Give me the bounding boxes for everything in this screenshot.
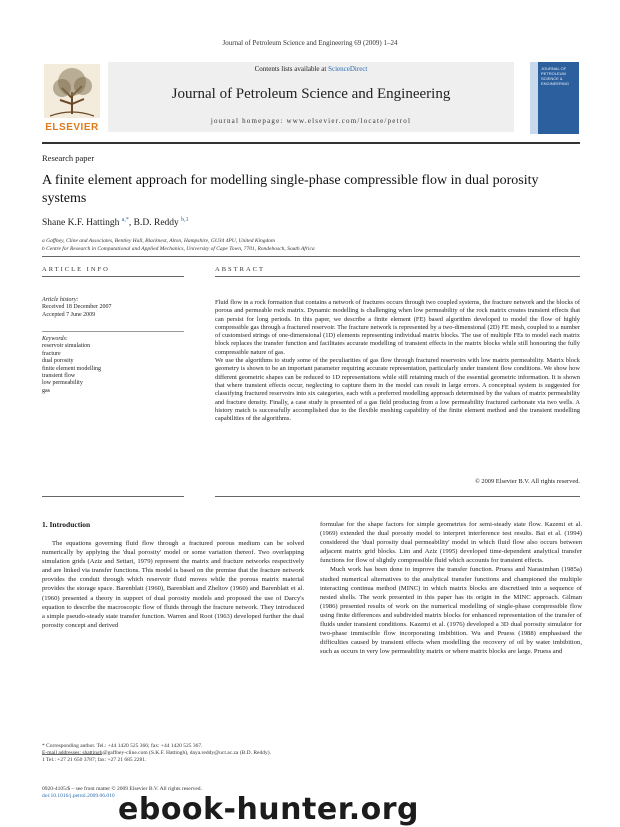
journal-header	[42, 62, 580, 138]
article-history	[42, 297, 111, 319]
journal-homepage[interactable]: journal homepage: www.elsevier.com/locate/petrol	[210, 117, 412, 125]
article-type: Research paper	[42, 153, 95, 163]
doi-link[interactable]: doi:10.1016/j.petrol.2009.06.010	[42, 792, 115, 799]
elsevier-wordmark: ELSEVIER	[45, 122, 99, 133]
body-paragraph: Much work has been done to improve the transfer function. Pruess and Narasimhan (1985a) studied numerical alternatives to the analytical transfer functions and championed the multiple interacting continua method (MINC) in which matrix blocks are discretised into a sequence of nested shells. The work presented in this paper has its origin in the MINC approach. Gilman (1986) presented results of work on the numerical modelling of single-phase compressible flow using finite differences and subdivided matrix blocks for enhanced representation of the transfer of fluids under transient conditions. Kazemi et al. (1976) developed a 3D dual porosity simulator for two-phase immiscible flow incorporating imbibition. Wu and Pruess (1988) emphasised the difficulties caused by transient effects when modelling the recovery of oil by water imbibition, such as occurs in very low permeability matrix or where matrix blocks are large. Pruess and	[320, 566, 582, 656]
author-affiliation-mark[interactable]: b,1	[181, 217, 189, 223]
email-addresses[interactable]: E-mail addresses: shattingh@gaffney-cline.com (S.K.F. Hattingh), daya.reddy@uct.ac.za (B.D. Reddy).	[42, 749, 271, 756]
corresponding-author-note: * Corresponding author. Tel.: +44 1420 525 366; fax: +44 1420 525 367. E-mail addresses: shattingh@gaffney-cline.com (S.K.F. Hattingh), daya.reddy@uct.ac.za (B.D. Reddy). 1 Tel.: +27 21 650 3787; fax: +27 21 685 2281.	[42, 743, 302, 763]
divider	[42, 331, 184, 332]
author-name: Shane K.F. Hattingh	[42, 218, 120, 229]
divider	[215, 276, 580, 277]
keyword: low permeability	[42, 380, 83, 387]
body-column-left	[42, 539, 304, 630]
cover-stripe	[530, 62, 538, 134]
article-info-label: ARTICLE INFO	[42, 266, 110, 273]
contents-line: Contents lists available at ScienceDirect	[254, 65, 368, 73]
affiliation-a: a Gaffney, Cline and Associates, Bentley Hall, Blacknest, Alton, Hampshire, GU34 4PU, United Kingdom	[42, 238, 276, 244]
accepted-date: Accepted 7 June 2009	[42, 311, 96, 318]
journal-reference: Journal of Petroleum Science and Engineering 69 (2009) 1–24	[222, 39, 398, 47]
keyword: finite element modelling	[42, 365, 101, 372]
copyright-notice: © 2009 Elsevier B.V. All rights reserved.	[474, 478, 580, 485]
keyword: transient flow	[42, 373, 76, 380]
keywords-heading: Keywords:	[42, 336, 68, 342]
keyword: dual porosity	[42, 358, 74, 365]
sciencedirect-link[interactable]: ScienceDirect	[328, 65, 368, 73]
abstract-paragraph: We use the algorithms to study some of the peculiarities of gas flow through fractured reservoirs with low matrix permeability. Matrix block geometry is shown to be an important parameter requiring accurate representation, particularly under transient flow conditions. We show how different geometric shapes can be reduced to 1D representations while still retaining much of the essential geometric information. It is shown that where transient effects occur, neglecting to capture them in the model can result in large errors. A conceptual system is suggested for classifying fractured reservoirs into six categories, each with a preferred modelling approach determined by the values of matrix permeability and fracture density. Finally, a case study is presented of a gas field producing from a low permeability fractured carbonate via two wells. A history match is successfully accomplished due to the flexible meshing capability of the finite element method and the transient modelling capabilities of the algorithms.	[215, 357, 580, 423]
abstract-paragraph: Fluid flow in a rock formation that contains a network of fractures occurs through two coupled systems, the fracture network and the blocks of porous and permeable rock matrix. Dynamic modelling is challenging when low permeability of the rock matrix creates transient effects that can persist for long periods. In this paper, we describe a finite element (FE) based algorithm developed to model the flow of highly compressible gas through a fractured reservoir. The fracture network is represented by a two-dimensional (2D) FE mesh, coupled to a number of customised strings of one-dimensional (1D) elements representing individual matrix blocks. The use of multiple FEs to model each matrix block replaces the transfer function and facilitates accurate modelling of transient effects in the matrix blocks while still honouring the fully compressible nature of gas.	[215, 299, 580, 356]
abstract-label: ABSTRACT	[215, 266, 265, 273]
affiliation-b: b Centre for Research in Computational and Applied Mechanics, University of Cape Town, 7701, Rondebosch, South Africa	[42, 246, 315, 252]
keyword: fracture	[42, 350, 61, 357]
divider	[42, 256, 580, 257]
divider	[42, 496, 184, 497]
body-paragraph: formulae for the shape factors for simple geometries for semi-steady state flow. Kazemi et al. (1969) extended the dual porosity model to interpret interference test results. Bai et al. (1994) considered the 'dual porosity dual permeability' model in which fluid flow also occurs between adjacent matrix grid blocks. Lim and Aziz (1995) developed time-dependent analytical transfer functions for flow of slightly compressible fluid which accounts for transient effects.	[320, 521, 582, 565]
watermark: ebook-hunter.org	[118, 792, 419, 827]
abstract-body	[215, 299, 580, 423]
author-name: B.D. Reddy	[133, 218, 179, 229]
keyword: gas	[42, 387, 50, 394]
section-heading: 1. Introduction	[42, 520, 91, 529]
journal-title-box	[108, 62, 514, 132]
divider	[215, 496, 580, 497]
keyword: reservoir simulation	[42, 343, 91, 350]
received-date: Received 18 December 2007	[42, 304, 112, 311]
author-list: Shane K.F. Hattingh $^{a,*}$, B.D. Reddy $^{b,1}$	[42, 217, 189, 229]
journal-title: Journal of Petroleum Science and Engineering	[171, 86, 451, 102]
divider	[42, 276, 184, 277]
body-paragraph: The equations governing fluid flow through a fractured porous medium can be solved numerically by applying the 'dual porosity' model or some variation thereof. Two overlapping simulation grids (Aziz and Settari, 1979) represent the matrix and fracture networks respectively and are linked via transfer functions. This model is based on the premise that the fracture network provides the conduit through which reservoir fluid moves while the porous matrix material provides the storage space. Barenblatt (1960), Barenblatt and Zheltov (1960) and Barenblatt et al. (1960) presented a theory in support of dual porosity models and proposed the use of Darcy's equation to describe the macroscopic flow of fluids through the fracture network. They introduced a simple pseudo-steady state transfer function. Warren and Root (1963) developed further the dual porosity concept and derived	[42, 540, 304, 629]
article-title: A finite element approach for modelling single-phase compressible flow in dual porosity systems	[42, 173, 539, 206]
keywords	[42, 336, 101, 395]
cover-title: JOURNAL OF PETROLEUM SCIENCE & ENGINEERING	[541, 66, 570, 86]
body-column-right	[320, 520, 582, 656]
author-affiliation-mark[interactable]: a,*	[121, 217, 129, 223]
header-divider	[42, 142, 580, 144]
front-matter: 0920-4105/$ – see front matter © 2009 Elsevier B.V. All rights reserved. doi:10.1016/j.petrol.2009.06.010	[42, 786, 202, 799]
history-heading: Article history:	[42, 297, 79, 303]
